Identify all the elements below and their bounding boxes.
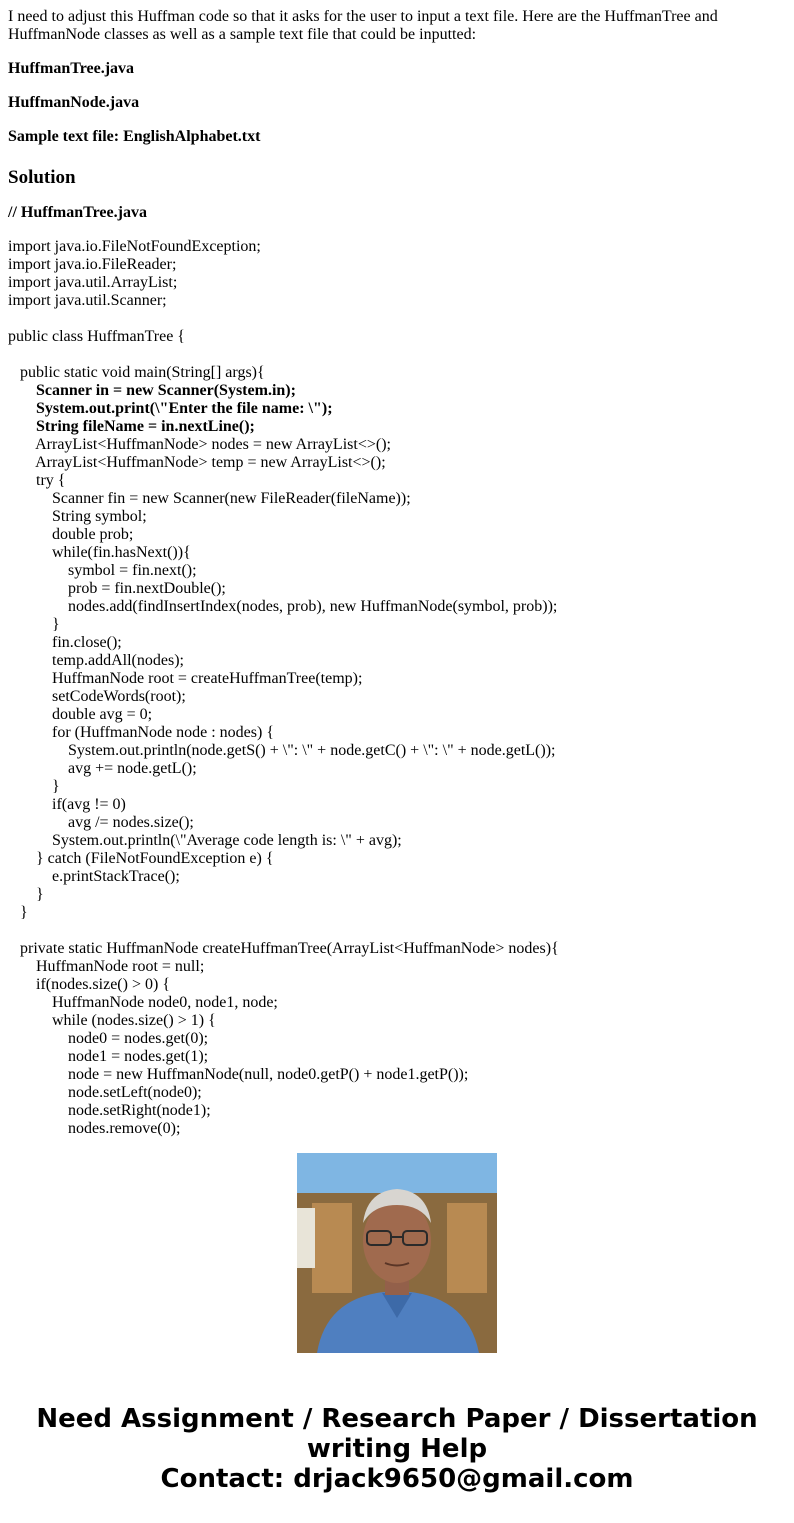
code-line: Scanner fin = new Scanner(new FileReader(fileName)); xyxy=(8,490,411,507)
code-line: } xyxy=(8,616,60,633)
promo-contact[interactable]: Contact: drjack9650@gmail.com xyxy=(160,1464,634,1494)
code-line: symbol = fin.next(); xyxy=(8,562,197,579)
code-lines xyxy=(8,238,788,1138)
code-line: if(avg != 0) xyxy=(8,796,126,813)
author-photo-icon xyxy=(297,1153,497,1353)
code-line: node = new HuffmanNode(null, node0.getP() + node1.getP()); xyxy=(8,1066,469,1083)
code-line: } xyxy=(8,904,28,921)
promo-line-2: writing Help xyxy=(306,1434,488,1464)
code-line: try { xyxy=(8,472,66,489)
code-line: temp.addAll(nodes); xyxy=(8,652,184,669)
solution-heading: Solution xyxy=(8,167,76,188)
code-line: node0 = nodes.get(0); xyxy=(8,1030,209,1047)
code-line: setCodeWords(root); xyxy=(8,688,186,705)
code-line: Scanner in = new Scanner(System.in); xyxy=(8,382,296,399)
code-line: import java.io.FileReader; xyxy=(8,256,177,273)
code-line: node1 = nodes.get(1); xyxy=(8,1048,209,1065)
code-line: String fileName = in.nextLine(); xyxy=(8,418,255,435)
code-line: String symbol; xyxy=(8,508,147,525)
code-line: import java.util.ArrayList; xyxy=(8,274,178,291)
code-line: e.printStackTrace(); xyxy=(8,868,180,885)
code-line: } xyxy=(8,778,60,795)
promo-line-1: Need Assignment / Research Paper / Dissertation xyxy=(36,1404,758,1434)
code-line: while (nodes.size() > 1) { xyxy=(8,1012,216,1029)
code-line: for (HuffmanNode node : nodes) { xyxy=(8,724,274,741)
code-line xyxy=(8,310,788,328)
question-intro: I need to adjust this Huffman code so that it asks for the user to input a text file. Here are the HuffmanTree and HuffmanNode classes as well as a sample text file that could be inputted: xyxy=(8,8,718,43)
code-line: if(nodes.size() > 0) { xyxy=(8,976,170,993)
code-line xyxy=(8,346,788,364)
file-title-huffmantree: HuffmanTree.java xyxy=(8,60,135,77)
code-line: HuffmanNode root = createHuffmanTree(temp); xyxy=(8,670,363,687)
code-line: import java.util.Scanner; xyxy=(8,292,167,309)
code-line: while(fin.hasNext()){ xyxy=(8,544,191,561)
code-line: double avg = 0; xyxy=(8,706,153,723)
code-line: ArrayList<HuffmanNode> temp = new ArrayList<>(); xyxy=(8,454,386,471)
code-line: fin.close(); xyxy=(8,634,122,651)
code-line: avg /= nodes.size(); xyxy=(8,814,194,831)
code-line: private static HuffmanNode createHuffmanTree(ArrayList<HuffmanNode> nodes){ xyxy=(8,940,559,957)
file-title-huffmannode: HuffmanNode.java xyxy=(8,94,140,111)
code-block[interactable] xyxy=(8,238,788,1137)
code-line: import java.io.FileNotFoundException; xyxy=(8,238,261,255)
code-line: avg += node.getL(); xyxy=(8,760,197,777)
code-line: System.out.println(\"Average code length is: \" + avg); xyxy=(8,832,402,849)
code-line: prob = fin.nextDouble(); xyxy=(8,580,226,597)
code-line: double prob; xyxy=(8,526,134,543)
code-line: } catch (FileNotFoundException e) { xyxy=(8,850,274,867)
code-line: public static void main(String[] args){ xyxy=(8,364,265,381)
code-line: node.setLeft(node0); xyxy=(8,1084,202,1101)
author-avatar xyxy=(297,1153,497,1353)
promo-banner xyxy=(0,1404,794,1494)
code-line: ArrayList<HuffmanNode> nodes = new ArrayList<>(); xyxy=(8,436,391,453)
code-line: System.out.println(node.getS() + \": \" + node.getC() + \": \" + node.getL()); xyxy=(8,742,556,759)
code-line xyxy=(8,922,788,940)
code-line: System.out.print(\"Enter the file name: \"); xyxy=(8,400,333,417)
code-line: public class HuffmanTree { xyxy=(8,328,185,345)
file-title-sample: Sample text file: EnglishAlphabet.txt xyxy=(8,128,261,145)
code-line: nodes.add(findInsertIndex(nodes, prob), new HuffmanNode(symbol, prob)); xyxy=(8,598,558,615)
code-title: // HuffmanTree.java xyxy=(8,204,147,221)
question-section xyxy=(8,8,778,222)
code-line: HuffmanNode node0, node1, node; xyxy=(8,994,278,1011)
code-line: nodes.remove(0); xyxy=(8,1120,181,1137)
code-line: node.setRight(node1); xyxy=(8,1102,211,1119)
code-line: HuffmanNode root = null; xyxy=(8,958,205,975)
code-line: } xyxy=(8,886,44,903)
